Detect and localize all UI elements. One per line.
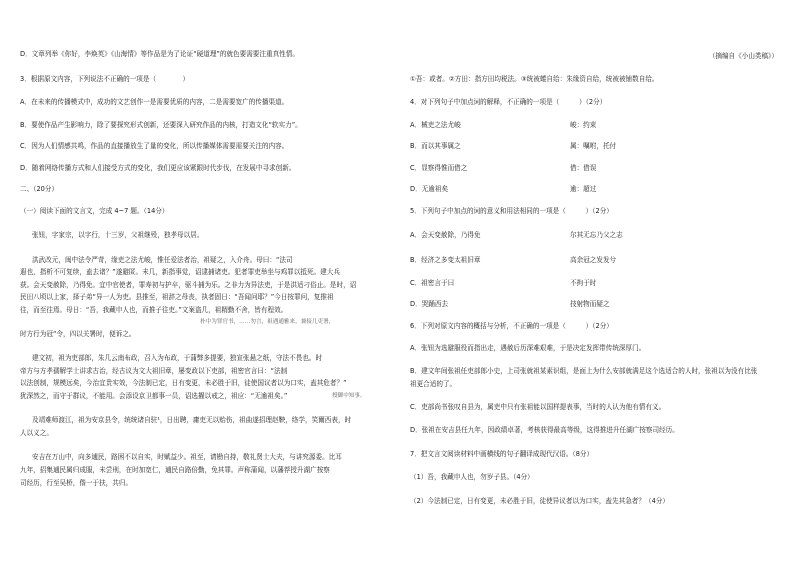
q5-option-b: B．经济之多变太祖旧章 高余冠之发发兮 — [410, 256, 617, 264]
passage-line: 张钮，字家宗，以字行，十三岁，父祖继殁，独孝母以居。 — [32, 231, 204, 239]
passage-annotation: 朴中为罪官书，……勿言，祖遇通雅来，兼接几吏署， — [200, 319, 335, 325]
q6-option-b-cont: 祖更合适的了。 — [410, 380, 457, 388]
q5-option-d: D．哭踊西去 技射物而疑之 — [410, 300, 610, 308]
passage-source: （摘编自《小山类稿》） — [708, 52, 778, 60]
passage-line: 建文初，祖为吏部郎，朱几云南布政，召入为布政，于蒲弊多提要，独宣张悬之纸，守法不畏也。时 — [32, 354, 323, 362]
passage-line: 犹深然之，而守于群议，不能用。会添设京卫都事一员，诏选擢以戒之，祖应：“无逾祖矣。” — [20, 392, 288, 400]
q6-option-b: B．建文年间张祖任吏部郎小史，上司张就祖某素识组，是面上为什么安部就满足这个选适合的人时，张祖以为没有比张 — [410, 367, 758, 375]
passage-line: 民田八顷以上家，择子弟“异一人为吏。县推至，祖辞之母丧，执者固日：“吾闻问耶？”今日按罪问，复推祖 — [20, 293, 334, 301]
q7-item-2: （2）今法制已定，日有变更，未必胜于旧，徒使异议者以为口实，盍先其急者？（4分） — [410, 497, 669, 505]
passage-line: 人以义之。 — [20, 429, 53, 437]
section-two-heading: 二、（20分） — [20, 185, 59, 193]
passage-line: 往，而至往焉。母日：“吾，我藏申人也，而推子往吏。”文案盗几，祖精勤不舍，皆有程效。 — [20, 306, 288, 314]
q5-option-c: C．祖密言于曰 不拘于时 — [410, 279, 597, 287]
passage-line: 以法创制，规模远矣，今治宜贵实效，今法制已定，日有变更，未必胜于旧，徒使国议者以为口实，盍其危者？” — [20, 379, 347, 387]
question-6: 6．下列对原文内容的概括与分析，不正确的一项是（ ）（2分） — [410, 322, 613, 330]
option-d-q2: D．文章列举《你好，李焕英》《山海情》等作品是为了论证“硬道理”的就色要需要注重真性情。 — [20, 50, 299, 58]
q3-option-a: A．在未来的传播模式中，成功的文艺创作一是需要优质的内容，二是需要宽广的传播渠道。 — [20, 98, 289, 106]
q4-option-c: C．显察得惟而借之 借：借误 — [410, 164, 597, 172]
passage-line: 司经历，行至吴桥，偕一于扶，共归。 — [20, 479, 133, 487]
q7-item-1: （1）吾，我藏申人也，勿岁子县。（4分） — [410, 473, 534, 481]
passage-line: 及靖难师渡江，祖为安京县令，统统诸自驻¹，日出聘，庸吏无以贻伤，祖曲遂招理赵鞅，络学，笑爾西表，时 — [32, 416, 352, 424]
passage-line: 遐也，指析不可复续，盍去诸？”遂避匿。未几，新指事觉，诏逮捕诸吏。犯者罪吏举坐与鸡罪以抵死。建大兵 — [20, 268, 340, 276]
passage-line: 安吉在万山中，向多逋民，路困不以自实，时赋益少。祖至，请勘自持，敬礼贤士大夫，与讲究源委。比耳 — [32, 453, 342, 461]
q4-option-b: B．而以其事属之 属：嘱咐，托付 — [410, 142, 617, 150]
passage-line: 获。会天变赦除，乃得免。宜中官使者，罪寿初与护卒，驱斗捕为乐。之非力为异法吏，于是洪适刁俗止。是时，诏 — [20, 281, 357, 289]
question-3: 3．根据原文内容，下列说法不正确的一项是（ ） — [20, 75, 190, 83]
passage-line: 洪武改元，闽中法令严苛，缘吏之法尤峻，惟任爱法者治，祖疑之，入介舟。母曰：“法司 — [32, 256, 293, 264]
q3-option-d: D．随着网络传播方式和人们接受方式的变化，我们更应该紧跟时代步伐，在发展中寻求创新。 — [20, 164, 296, 172]
question-4: 4．对下列句子中加点词的解释，不正确的一项是（ ）（2分） — [410, 98, 607, 106]
q4-option-d: D．无逾祖矣 逾：超过 — [410, 185, 597, 193]
q3-option-b: B．要使作品产生影响力，除了要探究形式创新，还要深入研究作品的内核，打造文化“软实力”。 — [20, 121, 302, 129]
reading-instruction: （一）阅读下面的文言文，完成 4~7 题。（14分） — [20, 207, 169, 215]
passage-line: 九年，招集逋民属归成服，未尝刑，在时加宽仁，逋民自路倍勤，免其罪。声称蒲闻，以藩荐授升湖广按察 — [20, 466, 330, 474]
footnotes: ①吾：或者。②方田：指方田均税法。③统被蜷自给：朱缘资自给，统被被铺数自给。 — [410, 75, 659, 83]
q5-option-a: A．会天变赦除，乃得免 尔其无忘乃父之志 — [410, 231, 623, 239]
question-5: 5．下列句子中加点的词的意义和用法相同的一项是（ ）（2分） — [410, 207, 613, 215]
question-7: 7．把文言文阅读材料中画横线的句子翻译成现代汉语。（8分） — [410, 450, 594, 458]
q6-option-d: D．张祖在安吉县任九年，因政绩卓著，考核获得最高等级，这得推进升任湖广按察司经历。 — [410, 426, 679, 434]
passage-annotation: 授御中知事。 — [332, 393, 366, 399]
passage-line: 时方行为冠“令，四以关署时，便诉之。 — [20, 330, 136, 338]
passage-line: 帝方与方孝孺解学士讲求古治，经古议为文大祖旧章，屡变政以下吏部，祖密官言曰：“法制 — [20, 367, 288, 375]
q3-option-c: C．因为人们情感共鸣，作品的直接播放生了量的变化，所以传播媒体需要需要关注的内容。 — [20, 142, 289, 150]
q4-option-a: A．械吏之法尤峻 峻：约束 — [410, 121, 597, 129]
q6-option-c: C．吏部尚书张叹自县为，属吏中只有张祖能以国样提表事，当时的人认为他有情有义。 — [410, 403, 666, 411]
q6-option-a: A．张钮为选避服役而指出走，遇赦后历深难艰难，于是决定发挥带传统深厚门。 — [410, 344, 646, 352]
